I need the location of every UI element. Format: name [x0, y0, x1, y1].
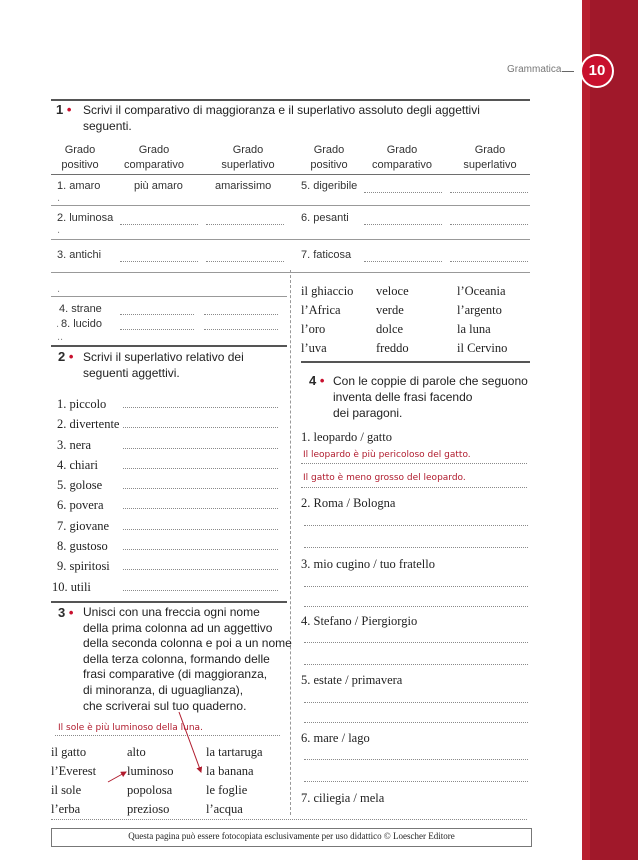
answer-line[interactable]	[364, 224, 442, 225]
word-box-col1: il ghiaccio l’Africa l’oro l’uva	[301, 284, 354, 355]
page-edge-band-light	[582, 0, 590, 860]
ex4-pair-6: 6. mare / lago	[301, 731, 370, 745]
ex4-handwritten-answer-1: Il leopardo è più pericoloso del gatto.	[303, 450, 471, 460]
ex2-item: 7. giovane	[57, 518, 110, 533]
ex4-instruction: Con le coppie di parole che seguono inventa delle frasi facendo dei paragoni.	[333, 374, 528, 420]
answer-line[interactable]	[120, 314, 194, 315]
answer-line[interactable]	[304, 642, 528, 643]
ex4-number: 4 •	[309, 373, 325, 388]
answer-line[interactable]	[123, 488, 278, 489]
row-pesanti: 6. pesanti	[301, 212, 349, 224]
leader-dot: .	[56, 318, 60, 330]
ex3-handwritten-answer: Il sole è più luminoso della luna.	[58, 723, 203, 733]
col-header-4: Grado positivo	[310, 144, 348, 171]
leader-dot: .	[57, 283, 61, 295]
answer-line[interactable]	[304, 525, 528, 526]
ex3-col3: la tartaruga la banana le foglie l’acqua	[206, 745, 263, 816]
example-comparative: più amaro	[134, 180, 183, 192]
ex4-pair-7: 7. ciliegia / mela	[301, 791, 385, 805]
answer-line[interactable]	[206, 224, 284, 225]
ex3-top-rule	[51, 601, 287, 603]
answer-line[interactable]	[301, 487, 527, 488]
row-rule	[51, 296, 287, 297]
ex1-top-rule	[51, 99, 530, 101]
ex2-number: 2 •	[58, 349, 74, 364]
ex2-item: 4. chiari	[57, 457, 98, 472]
answer-line[interactable]	[304, 606, 528, 607]
answer-line[interactable]	[204, 329, 278, 330]
row-rule	[51, 239, 530, 240]
ex2-instruction: Scrivi il superlativo relativo dei seguenti aggettivi.	[83, 350, 244, 380]
example-superlative: amarissimo	[215, 180, 272, 192]
ex1-number: 1 •	[56, 102, 72, 117]
answer-line[interactable]	[364, 192, 442, 193]
answer-line[interactable]	[123, 407, 278, 408]
ex3-col1: il gatto l’Everest il sole l’erba	[51, 745, 97, 816]
leader-dot: ..	[57, 331, 64, 343]
ex4-pair-5: 5. estate / primavera	[301, 673, 403, 687]
answer-line[interactable]	[51, 819, 527, 820]
answer-line[interactable]	[120, 329, 194, 330]
col-header-2: Grado comparativo	[124, 144, 184, 171]
ex4-top-rule	[301, 361, 530, 363]
answer-line[interactable]	[120, 261, 198, 262]
row-antichi: 3. antichi	[57, 249, 102, 261]
answer-line[interactable]	[123, 508, 278, 509]
ex4-pair-1: 1. leopardo / gatto	[301, 430, 392, 444]
answer-line[interactable]	[304, 722, 528, 723]
ex2-item: 9. spiritosi	[57, 559, 110, 574]
header-dash	[562, 71, 574, 72]
leader-dot: .	[57, 224, 61, 236]
page-edge-band	[582, 0, 638, 860]
ex3-col2: alto luminoso popolosa prezioso	[127, 745, 174, 816]
section-title: Grammatica	[507, 64, 562, 75]
ex4-pair-2: 2. Roma / Bologna	[301, 496, 396, 510]
footer-note: Questa pagina può essere fotocopiata esclusivamente per uso didattico © Loescher Editore	[128, 831, 455, 841]
row-amaro: 1. amaro	[57, 180, 101, 192]
answer-line[interactable]	[364, 261, 442, 262]
ex2-list	[52, 394, 120, 597]
word-box-col3: l’Oceania l’argento la luna il Cervino	[457, 284, 508, 355]
col-header-6: Grado superlativo	[463, 144, 517, 171]
col-header-5: Grado comparativo	[372, 144, 432, 171]
row-lucido: 8. lucido	[61, 318, 102, 330]
answer-line[interactable]	[450, 192, 528, 193]
answer-line[interactable]	[304, 759, 528, 760]
row-digeribile: 5. digeribile	[301, 180, 358, 192]
word-box-col2: veloce verde dolce freddo	[376, 284, 409, 355]
answer-line[interactable]	[204, 314, 278, 315]
answer-line[interactable]	[301, 463, 527, 464]
ex2-item: 8. gustoso	[57, 539, 108, 554]
row-rule	[51, 205, 530, 206]
answer-line[interactable]	[304, 702, 528, 703]
ex2-item: 10. utili	[52, 579, 91, 594]
answer-line[interactable]	[304, 664, 528, 665]
row-faticosa: 7. faticosa	[301, 249, 352, 261]
ex2-item: 5. golose	[57, 478, 103, 493]
answer-line[interactable]	[304, 781, 528, 782]
ex3-arrows	[95, 700, 295, 800]
answer-line[interactable]	[123, 448, 278, 449]
row-luminosa: 2. luminosa	[57, 212, 114, 224]
ex1-instruction: Scrivi il comparativo di maggioranza e il superlativo assoluto degli aggettivi seguenti.	[83, 103, 480, 133]
answer-line[interactable]	[123, 590, 278, 591]
ex4-pair-4: 4. Stefano / Piergiorgio	[301, 614, 418, 628]
ex2-top-rule	[51, 345, 287, 347]
row-strane: 4. strane	[59, 303, 102, 315]
answer-line[interactable]	[123, 549, 278, 550]
answer-line[interactable]	[123, 529, 278, 530]
col-header-3: Grado superlativo	[221, 144, 275, 171]
ex3-number: 3 •	[58, 605, 74, 620]
answer-line[interactable]	[304, 586, 528, 587]
ex2-item: 6. povera	[57, 498, 104, 513]
page-number-badge: 10	[580, 54, 614, 88]
answer-line[interactable]	[123, 569, 278, 570]
ex4-pair-3: 3. mio cugino / tuo fratello	[301, 557, 436, 571]
arrow-sole-luminoso	[108, 772, 126, 782]
ex2-item: 3. nera	[57, 437, 92, 452]
ex4-handwritten-answer-2: Il gatto è meno grosso del leopardo.	[303, 473, 466, 483]
answer-line[interactable]	[123, 468, 278, 469]
answer-line[interactable]	[206, 261, 284, 262]
leader-dot: .	[57, 192, 61, 204]
ex2-item: 2. divertente	[57, 417, 120, 432]
ex2-item: 1. piccolo	[57, 397, 107, 411]
arrow-luminoso-luna	[179, 712, 201, 772]
col-header-1: Grado positivo	[61, 144, 99, 171]
answer-line[interactable]	[123, 427, 278, 428]
table-header-rule	[51, 174, 530, 175]
ex3-instruction: Unisci con una freccia ogni nome della prima colonna ad un aggettivo della seconda colonna e poi a un nome della terza colonna, formando delle frasi comparative (di maggioranza, di minoranza, di uguaglianza), che scriverai sul tuo quaderno.	[83, 605, 292, 713]
answer-line[interactable]	[450, 224, 528, 225]
answer-line[interactable]	[450, 261, 528, 262]
answer-line[interactable]	[120, 224, 198, 225]
answer-line[interactable]	[304, 547, 528, 548]
